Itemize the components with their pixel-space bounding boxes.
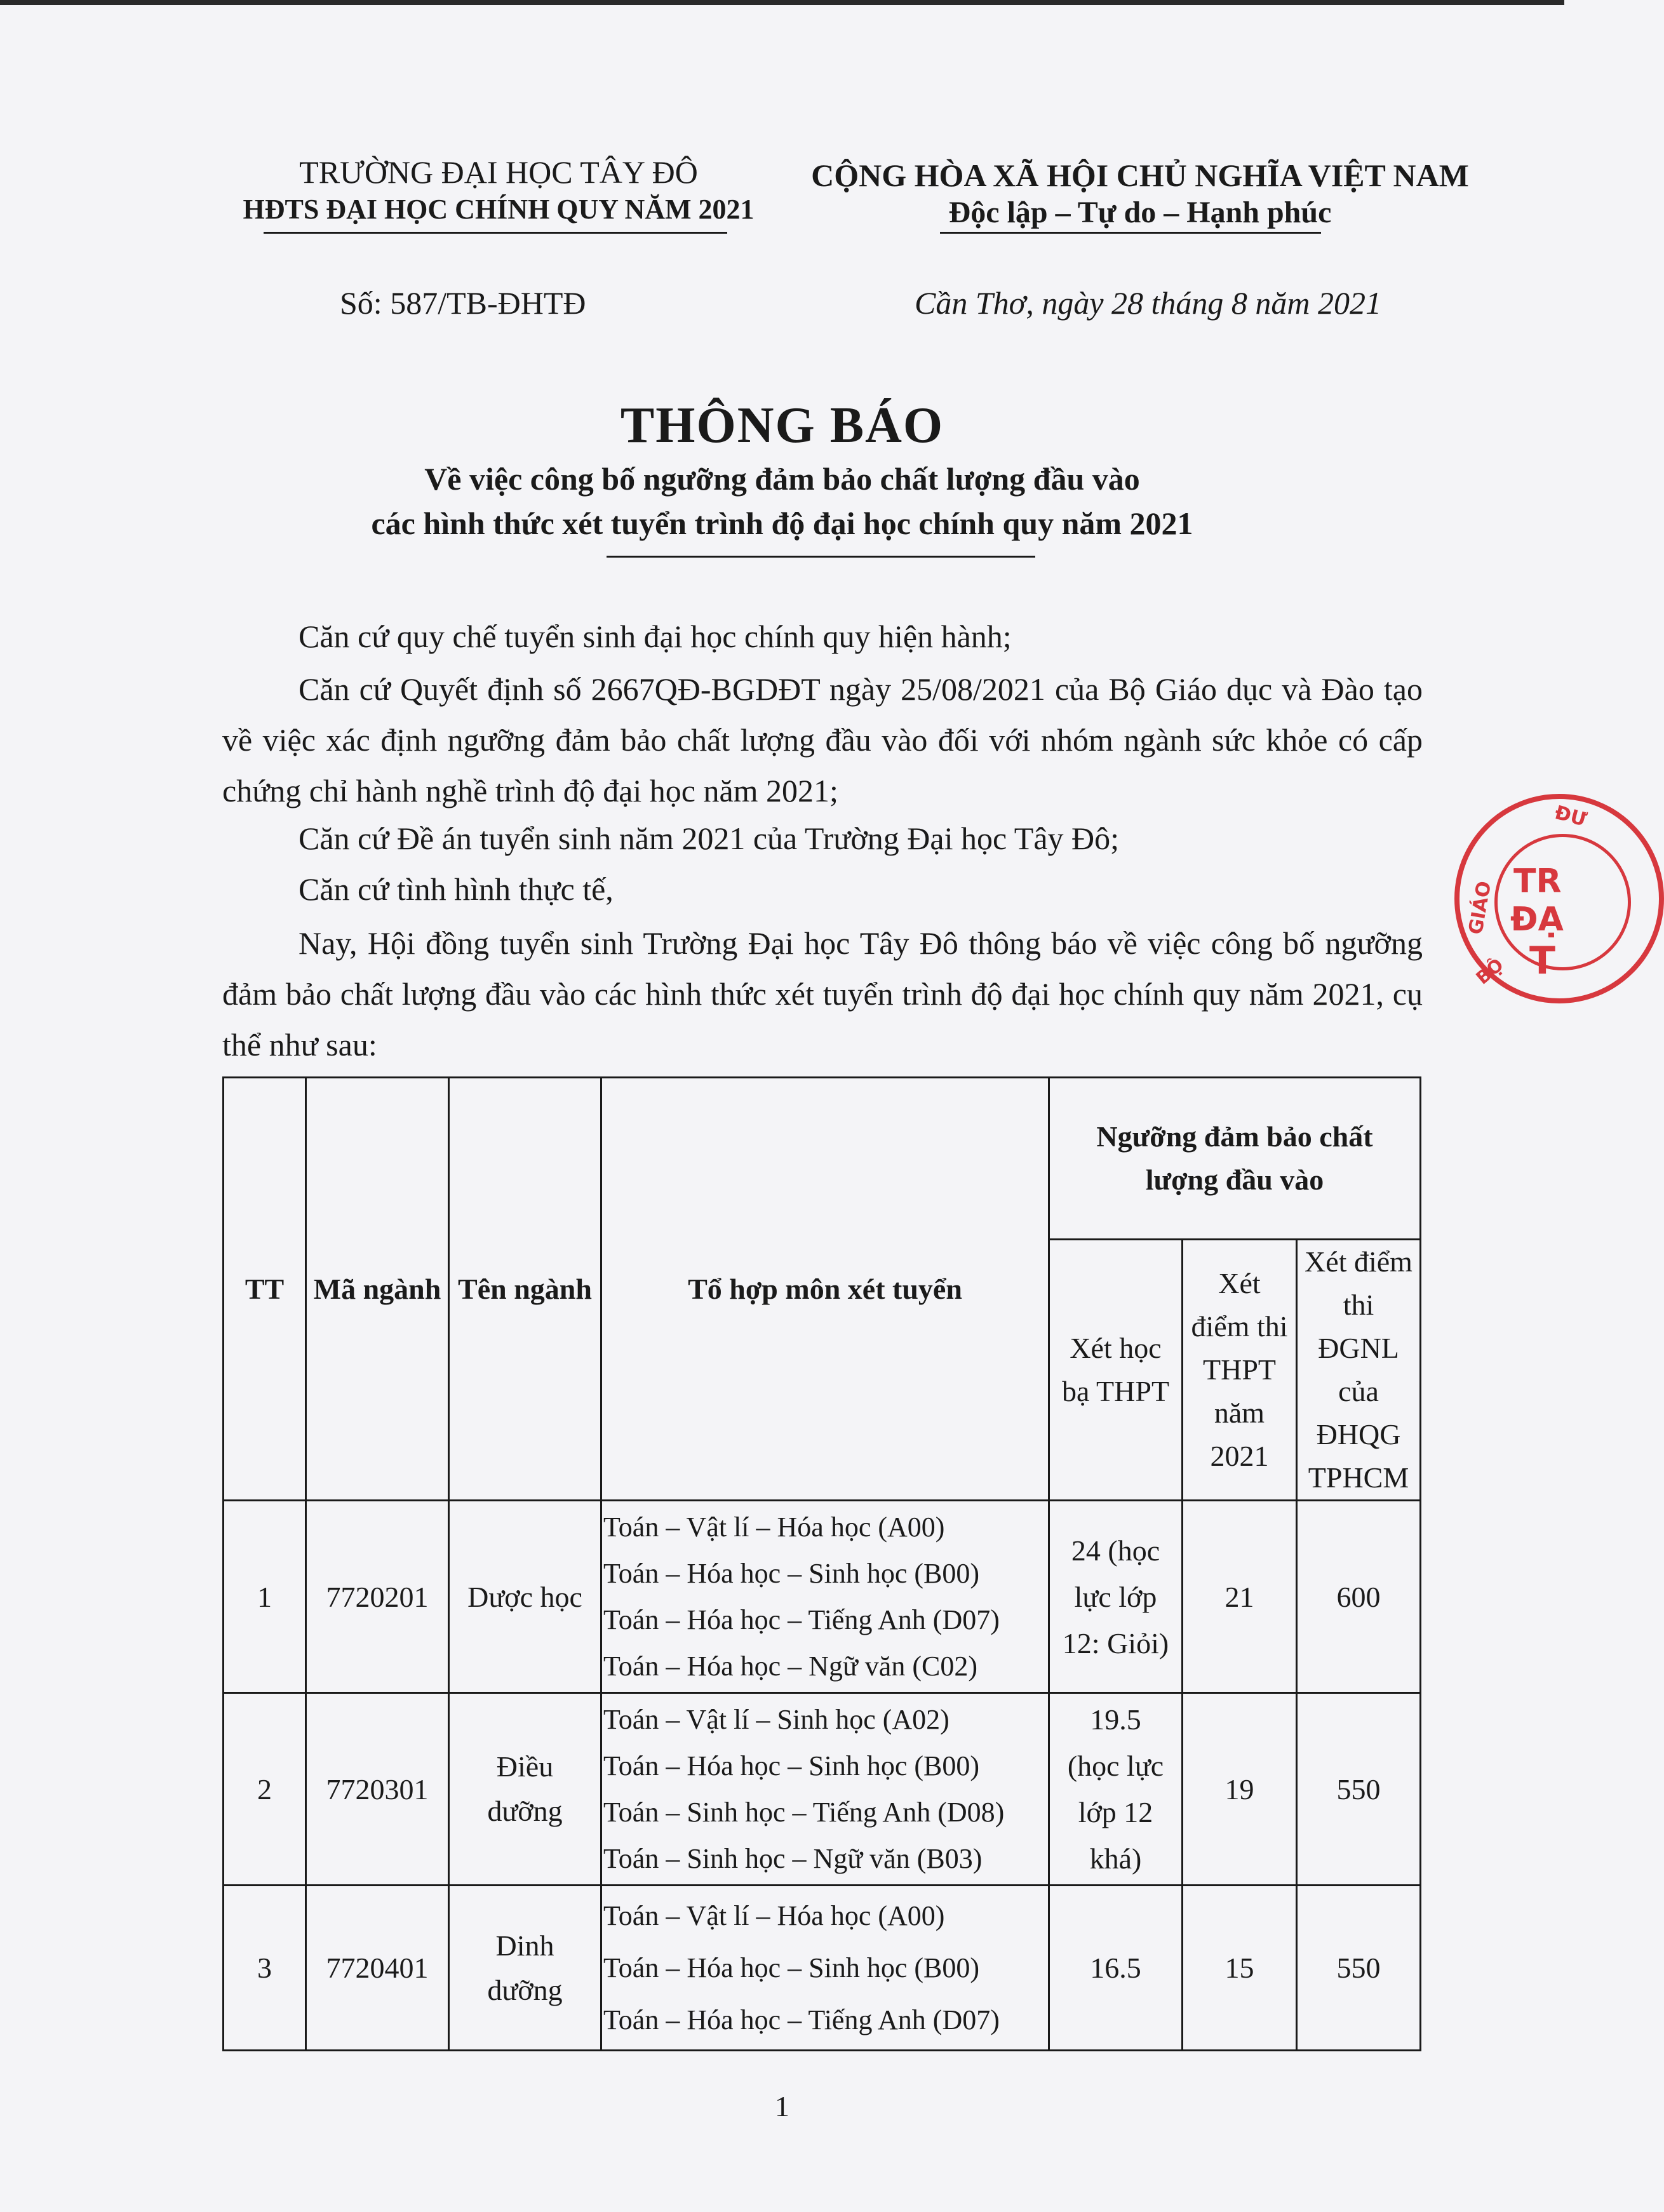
basis-paragraph: Căn cứ Quyết định số 2667QĐ-BGDĐT ngày 25/08/2021 của Bộ Giáo dục và Đào tạo về việc xác định ngưỡng đảm bảo chất lượng đầu vào đối với nhóm ngành sức khỏe có cấp chứng chỉ hành nghề trình độ đại học năm 2021; [222, 671, 1423, 808]
row-major-code: 7720201 [306, 1501, 449, 1693]
row-major-name: Dinh dưỡng [449, 1886, 601, 2051]
basis-paragraph: Căn cứ tình hình thực tế, [299, 871, 614, 907]
document-number: Số: 587/TB-ĐHTĐ [340, 285, 586, 321]
subtitle-line-2: các hình thức xét tuyển trình độ đại học chính quy năm 2021 [371, 506, 1193, 541]
row-thpt-threshold: 15 [1183, 1886, 1297, 2051]
document-title: THÔNG BÁO [620, 398, 944, 453]
combination-item: Toán – Hóa học – Tiếng Anh (D07) [603, 1604, 1000, 1635]
combination-item: Toán – Hóa học – Sinh học (B00) [603, 1558, 980, 1589]
row-tt: 2 [224, 1693, 306, 1886]
page-number: 1 [775, 2090, 789, 2122]
header-dgnl-exam: Xét điểm thi ĐGNL của ĐHQG TPHCM [1297, 1240, 1421, 1501]
row-combinations [601, 1501, 1049, 1693]
header-transcript: Xét học bạ THPT [1049, 1240, 1183, 1501]
header-major-code: Mã ngành [306, 1078, 449, 1501]
combination-item: Toán – Vật lí – Hóa học (A00) [603, 1512, 945, 1543]
row-tt: 1 [224, 1501, 306, 1693]
row-tt: 3 [224, 1886, 306, 2051]
issuer-council: HĐTS ĐẠI HỌC CHÍNH QUY NĂM 2021 [243, 194, 755, 225]
scan-edge [0, 0, 1564, 5]
seal-text: T [1529, 939, 1555, 983]
combination-item: Toán – Hóa học – Sinh học (B00) [603, 1750, 980, 1781]
header-major-name: Tên ngành [449, 1078, 601, 1501]
row-transcript-threshold: 19.5 (học lực lớp 12 khá) [1049, 1693, 1183, 1886]
combination-item: Toán – Sinh học – Tiếng Anh (D08) [603, 1797, 1005, 1828]
header-subject-combination: Tổ hợp môn xét tuyển [601, 1078, 1049, 1501]
subtitle-underline [607, 556, 1035, 558]
row-major-code: 7720401 [306, 1886, 449, 2051]
header-threshold: Ngưỡng đảm bảo chất lượng đầu vào [1049, 1078, 1421, 1240]
seal-ring-text: GIÁO [1465, 879, 1496, 937]
seal-text: ĐẠ [1510, 901, 1564, 939]
issuer-block [191, 152, 807, 227]
combination-item: Toán – Hóa học – Sinh học (B00) [603, 1952, 980, 1983]
row-major-name: Dược học [449, 1501, 601, 1693]
header-tt: TT [224, 1078, 306, 1501]
row-major-name: Điều dưỡng [449, 1693, 601, 1886]
red-seal-stamp [1454, 794, 1664, 1003]
combination-item: Toán – Hóa học – Tiếng Anh (D07) [603, 2004, 1000, 2035]
national-motto: Độc lập – Tự do – Hạnh phúc [948, 196, 1332, 229]
seal-text: TR [1513, 862, 1562, 901]
combination-item: Toán – Sinh học – Ngữ văn (B03) [603, 1843, 983, 1874]
issuer-underline [264, 232, 727, 234]
announcement-paragraph: Nay, Hội đồng tuyển sinh Trường Đại học Tây Đô thông báo về việc công bố ngưỡng đảm bảo chất lượng đầu vào các hình thức xét tuyển trình độ đại học chính quy năm 2021, cụ thể như sau: [222, 925, 1423, 1062]
seal-ring-text: BỘ [1472, 954, 1508, 989]
national-name: CỘNG HÒA XÃ HỘI CHỦ NGHĨA VIỆT NAM [811, 158, 1469, 193]
row-dgnl-threshold: 550 [1297, 1886, 1421, 2051]
row-thpt-threshold: 19 [1183, 1693, 1297, 1886]
combination-item: Toán – Hóa học – Ngữ văn (C02) [603, 1651, 977, 1682]
row-transcript-threshold: 24 (học lực lớp 12: Giỏi) [1049, 1501, 1183, 1693]
table-row [224, 1693, 1421, 1886]
place-date: Cần Thơ, ngày 28 tháng 8 năm 2021 [915, 285, 1382, 321]
table-row [224, 1501, 1421, 1693]
header-thpt-exam: Xét điểm thi THPT năm 2021 [1183, 1240, 1297, 1501]
basis-paragraph: Căn cứ quy chế tuyển sinh đại học chính quy hiện hành; [299, 619, 1012, 654]
national-header [797, 156, 1483, 231]
issuer-name: TRƯỜNG ĐẠI HỌC TÂY ĐÔ [299, 154, 698, 190]
motto-underline [940, 232, 1321, 234]
combination-item: Toán – Vật lí – Sinh học (A02) [603, 1704, 949, 1735]
seal-ring-text: ĐƯ [1552, 801, 1589, 831]
row-transcript-threshold: 16.5 [1049, 1886, 1183, 2051]
row-major-code: 7720301 [306, 1693, 449, 1886]
row-combinations [601, 1693, 1049, 1886]
combination-item: Toán – Vật lí – Hóa học (A00) [603, 1900, 945, 1931]
row-combinations [601, 1886, 1049, 2051]
basis-paragraph: Căn cứ Đề án tuyển sinh năm 2021 của Trường Đại học Tây Đô; [299, 821, 1120, 856]
row-thpt-threshold: 21 [1183, 1501, 1297, 1693]
row-dgnl-threshold: 550 [1297, 1693, 1421, 1886]
row-dgnl-threshold: 600 [1297, 1501, 1421, 1693]
threshold-table [222, 1076, 1421, 2051]
subtitle-line-1: Về việc công bố ngưỡng đảm bảo chất lượng đầu vào [424, 461, 1140, 497]
table-row [224, 1886, 1421, 2051]
